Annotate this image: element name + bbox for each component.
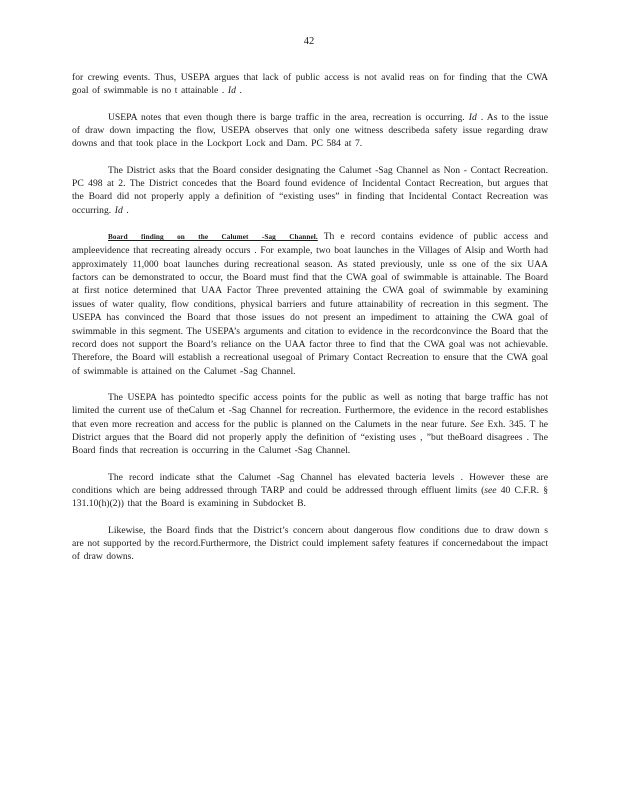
paragraph-text: The District asks that the Board consider designating the Calumet -Sag Channel as Non - Contact Recreation. PC 498 at 2. The District concedes that the Board found evidence of Incidental Contact Recreation, but argues that the Board did not properly apply a definition of “existing uses” in finding that Incidental Contact Recreation was occurring. [72,164,548,216]
citation-italic: Id [114,204,123,216]
paragraph [72,111,548,151]
paragraph-text: . As to the issue of draw down impacting the flow, USEPA observes that only one witness describeda safety issue regarding draw downs and that took place in the Lockport Lock and Dam. PC 584 at 7. [72,111,548,150]
paragraph [72,230,548,378]
section-heading: Board finding on the Calumet -Sag Channel. [108,233,318,242]
paragraph-text: USEPA notes that even though there is barge traffic in the area, recreation is occurring. [108,111,469,123]
paragraph [72,524,548,564]
citation-italic: Id [227,85,236,97]
paragraph-text: Exh. 345. T he District argues that the Board did not properly apply the definition of “existing uses , ”but theBoard disagrees . The Board finds that recreation is occurring in the Calumet -Sag Channel. [72,418,548,457]
citation-italic: See [470,418,484,430]
paragraph [72,71,548,98]
paragraph-text: . [235,85,242,97]
paragraph-text: 40 C.F.R. § 131.10(h)(2)) that the Board is examining in Subdocket B. [72,484,548,510]
paragraph [72,391,548,458]
paragraph-text: for crewing events. Thus, USEPA argues that lack of public access is not avalid reas on for finding that the CWA goal of swimmable is no t attainable . [72,72,548,97]
paragraph-text: The USEPA has pointedto specific access points for the public as well as noting that barge traffic has not limited the current use of theCalum et -Sag Channel for recreation. Furthermore, the evidence in the record establishes that even more recreation and access for the public is planned on the Calumets in the near future. [72,391,548,430]
citation-italic: Id [468,111,477,123]
page-number: 42 [303,36,315,47]
paragraph [72,471,548,511]
paragraph [72,164,548,217]
paragraph-text: The record indicate sthat the Calumet -Sag Channel has elevated bacteria levels . However these are conditions which are being addressed through TARP and could be addressed through effluent limits ( [72,471,548,496]
paragraph-text: . [122,204,129,216]
paragraph-text: Likewise, the Board finds that the District’s concern about dangerous flow conditions due to draw down s are not supported by the record.Furthermore, the District could implement safety features if concernedabout the impact of draw downs. [72,524,548,563]
document-body [72,71,548,577]
citation-italic: see [484,484,497,496]
paragraph-text: Th e record contains evidence of public access and ampleevidence that recreating already occurs . For example, two boat launches in the Villages of Alsip and Worth had approximately 11,000 boat launches during recreational season. As stated previously, unle ss one of the six UAA factors can be demonstrated to occur, the Board must find that the CWA goal of swimmable is attainable. The Board at first notice determined that UAA Factor Three prevented attaining the CWA goal of swimmable by examining issues of water quality, flow conditions, physical barriers and future attainability of recreation in this segment. The USEPA has convinced the Board that those issues do not present an impediment to attaining the CWA goal of swimmable in this segment. The USEPA’s arguments and citation to evidence in the recordconvince the Board that the record does not support the Board’s reliance on the UAA factor three to find that the CWA goal was not achievable. Therefore, the Board will establish a recreational usegoal of Primary Contact Recreation to ensure that the CWA goal of swimmable is attained on the Calumet -Sag Channel. [72,231,549,377]
